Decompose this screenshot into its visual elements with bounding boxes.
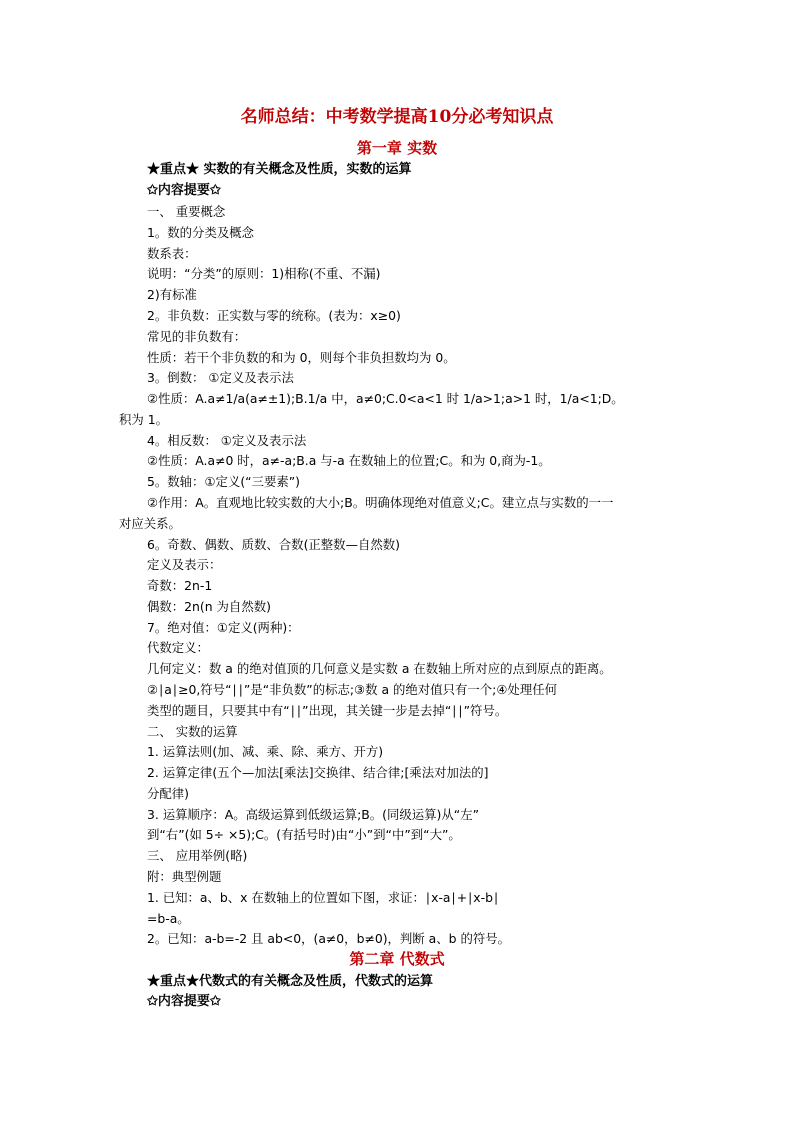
chapter-1-key-points: ★重点★ 实数的有关概念及性质，实数的运算 [147,162,412,177]
text-line: 2。非负数：正实数与零的统称。(表为：x≥0) [147,308,401,323]
text-line: 对应关系。 [119,516,181,531]
chapter-2-summary-label: ✩内容提要✩ [147,994,221,1009]
document-title: 名师总结：中考数学提高10分必考知识点 [240,107,554,127]
text-line: 积为 1。 [119,412,168,427]
text-line: 奇数：2n-1 [147,578,213,593]
text-line: 三、 应用举例(略) [147,848,248,863]
text-line: 常见的非负数有： [147,329,247,344]
text-line: 一、 重要概念 [147,204,226,219]
text-line: 偶数：2n(n 为自然数) [147,599,271,614]
text-line: 5。数轴：①定义(“三要素”) [147,474,301,489]
text-line: ②作用：A。直观地比较实数的大小;B。明确体现绝对值意义;C。建立点与实数的一一 [147,495,614,510]
text-line: ②性质：A.a≠0 时，a≠-a;B.a 与-a 在数轴上的位置;C。和为 0,商为-1。 [147,453,551,468]
text-line: 2。已知：a-b=-2 且 ab<0，(a≠0，b≠0)，判断 a、b 的符号。 [147,931,511,946]
text-line: ②性质：A.a≠1/a(a≠±1);B.1/a 中，a≠0;C.0<a<1 时 1/a>1;a>1 时，1/a<1;D。 [147,391,624,406]
chapter-1-summary-label: ✩内容提要✩ [147,183,221,198]
text-line: 分配律) [147,786,190,801]
text-line: 性质：若干个非负数的和为 0，则每个非负担数均为 0。 [147,350,456,365]
text-line: 4。相反数： ①定义及表示法 [147,433,307,448]
text-line: 1. 运算法则(加、减、乘、除、乘方、开方) [147,744,384,759]
text-line: 附：典型例题 [147,869,222,884]
text-line: 二、 实数的运算 [147,724,238,739]
text-line: 几何定义：数 a 的绝对值顶的几何意义是实数 a 在数轴上所对应的点到原点的距离。 [147,661,612,676]
text-line: 6。奇数、偶数、质数、合数(正整数—自然数) [147,537,400,552]
text-line: 到“右”(如 5÷ ×5);C。(有括号时)由“小”到“中”到“大”。 [147,827,461,842]
text-line: 1. 已知：a、b、x 在数轴上的位置如下图，求证：∣x-a∣+∣x-b∣ [147,890,500,905]
text-line: 3. 运算顺序：A。高级运算到低级运算;B。(同级运算)从“左” [147,807,480,822]
text-line: 数系表： [147,246,197,261]
text-line: 3。倒数： ①定义及表示法 [147,370,294,385]
text-line: 类型的题目，只要其中有“∣∣”出现，其关键一步是去掉“∣∣”符号。 [147,703,508,718]
text-line: 1。数的分类及概念 [147,225,255,240]
text-line: 2. 运算定律(五个—加法[乘法]交换律、结合律;[乘法对加法的] [147,765,489,780]
chapter-1-heading: 第一章 实数 [356,139,438,157]
text-line: 2)有标准 [147,287,197,302]
text-line: 定义及表示： [147,557,222,572]
chapter-2-heading: 第二章 代数式 [349,950,445,968]
chapter-2-key-points: ★重点★代数式的有关概念及性质，代数式的运算 [147,974,434,989]
text-line: 说明：“分类”的原则：1)相称(不重、不漏) [147,266,381,281]
text-line: =b-a。 [147,911,190,926]
text-line: 7。绝对值：①定义(两种)： [147,620,300,635]
text-line: 代数定义： [147,640,209,655]
text-line: ②∣a∣≥0,符号“∣∣”是“非负数”的标志;③数 a 的绝对值只有一个;④处理任何 [147,682,557,697]
